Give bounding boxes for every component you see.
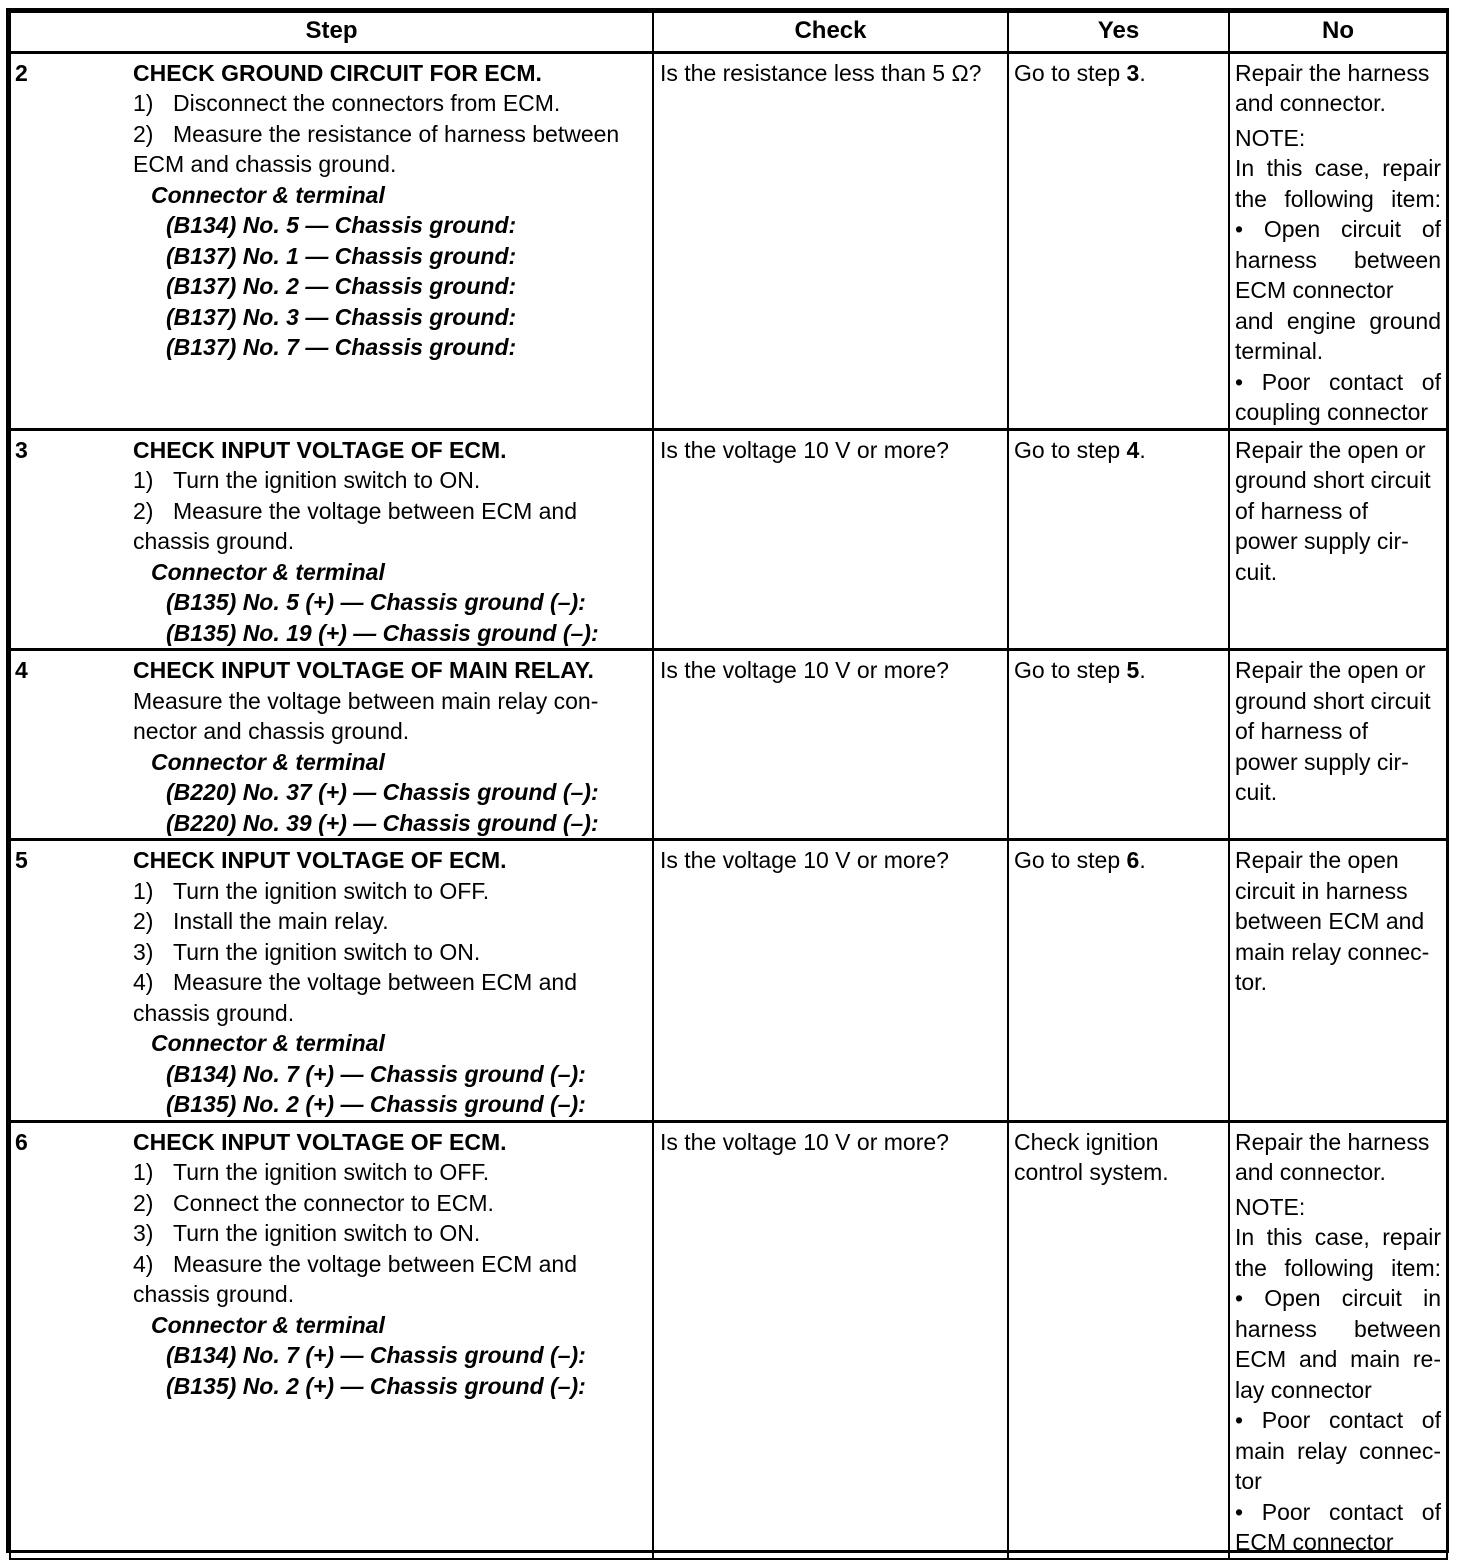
procedure-number: 2) (133, 1189, 154, 1216)
no-line: • Open circuit of (1235, 216, 1441, 242)
no-line: Repair the open or (1235, 657, 1426, 683)
procedure-number: 1) (133, 90, 154, 116)
no-line: harness between (1235, 246, 1441, 273)
yes-prefix: Go to step (1014, 657, 1127, 683)
procedure-text: Turn the ignition switch to OFF. (173, 877, 490, 904)
no-note-label: NOTE: (1235, 1193, 1306, 1220)
connector-terminal-item: (B135) No. 5 (+) — Chassis ground (–): (166, 589, 586, 615)
yes-action (1014, 655, 1224, 686)
no-line: tor. (1235, 969, 1267, 995)
header-step: Step (10, 12, 653, 52)
check-cell (653, 52, 1008, 429)
step-number: 4 (15, 657, 28, 683)
connector-terminal-item: (B135) No. 2 (+) — Chassis ground (–): (166, 1091, 586, 1117)
no-cell (1229, 429, 1447, 650)
no-line: harness between (1235, 1315, 1441, 1342)
check-question: Is the voltage 10 V or more? (660, 847, 949, 873)
no-line: In this case, repair (1235, 1224, 1441, 1250)
no-line: lay connector (1235, 1376, 1372, 1403)
yes-cell (1008, 52, 1229, 429)
procedure-text: Disconnect the connectors from ECM. (173, 90, 561, 116)
no-line: circuit in harness (1235, 877, 1408, 904)
procedure-line (133, 496, 648, 527)
procedure-number: 2) (133, 908, 154, 934)
connector-terminal-heading: Connector & terminal (151, 1030, 385, 1056)
step-number: 5 (15, 847, 28, 873)
no-line: ECM connector (1235, 277, 1394, 303)
no-line: terminal. (1235, 338, 1324, 364)
check-question: Is the voltage 10 V or more? (660, 1128, 949, 1155)
yes-cell (1008, 429, 1229, 650)
procedure-continuation: chassis ground. (133, 1281, 295, 1307)
yes-step-number: 3 (1126, 59, 1140, 86)
connector-terminal-heading: Connector & terminal (151, 181, 385, 208)
table-row (10, 1121, 1447, 1559)
procedure-line (133, 876, 648, 907)
step-number: 6 (15, 1128, 28, 1155)
step-number: 3 (15, 436, 28, 463)
step-cell (10, 52, 653, 429)
diagnostic-table-sheet (6, 8, 1449, 1553)
procedure-text: Install the main relay. (173, 908, 389, 934)
header-no: No (1229, 12, 1447, 52)
table-row (10, 52, 1447, 429)
no-line: In this case, repair (1235, 155, 1441, 181)
yes-action (1014, 435, 1224, 466)
no-cell (1229, 52, 1447, 429)
check-question: Is the voltage 10 V or more? (660, 657, 949, 683)
procedure-line (133, 937, 648, 968)
no-line: power supply cir- (1235, 528, 1409, 554)
connector-terminal-item: (B137) No. 2 — Chassis ground: (166, 273, 517, 299)
procedure-number: 4) (133, 1250, 154, 1277)
check-cell (653, 1121, 1008, 1559)
procedure-text: Measure the resistance of harness between (173, 120, 620, 147)
procedure-line (133, 1218, 648, 1249)
procedure-text: Turn the ignition switch to ON. (173, 1220, 481, 1246)
procedure-text: nector and chassis ground. (133, 718, 410, 744)
no-line: • Open circuit in (1235, 1285, 1441, 1311)
step-number: 2 (15, 59, 28, 86)
procedure-number: 1) (133, 467, 154, 493)
no-cell (1229, 840, 1447, 1122)
procedure-line (133, 906, 648, 937)
procedure-line (133, 967, 648, 998)
procedure-text: Measure the voltage between ECM and (173, 497, 578, 524)
connector-terminal-item: (B220) No. 37 (+) — Chassis ground (–): (166, 779, 599, 805)
procedure-line (133, 88, 648, 119)
procedure-number: 1) (133, 1159, 154, 1185)
yes-prefix: Go to step (1014, 59, 1127, 86)
table-row (10, 429, 1447, 650)
yes-action (1014, 845, 1224, 876)
no-action: Repair the harness and connector. (1235, 1128, 1430, 1185)
yes-prefix: Go to step (1014, 847, 1127, 873)
yes-step-number: 4 (1126, 436, 1140, 463)
step-body (133, 1127, 648, 1402)
procedure-continuation: ECM and chassis ground. (133, 151, 397, 177)
no-line: the following item: (1235, 1254, 1441, 1281)
no-line: ECM and main re- (1235, 1346, 1441, 1372)
yes-suffix: . (1139, 59, 1146, 86)
step-body (133, 58, 648, 363)
no-cell (1229, 650, 1447, 840)
no-line: • Poor contact of (1235, 1407, 1441, 1433)
header-row (10, 12, 1447, 52)
procedure-number: 3) (133, 938, 154, 965)
no-line: of harness of (1235, 497, 1368, 524)
yes-suffix: . (1139, 436, 1146, 463)
no-line: Repair the open or (1235, 436, 1426, 463)
connector-terminal-item: (B134) No. 7 (+) — Chassis ground (–): (166, 1060, 586, 1087)
procedure-text: Turn the ignition switch to OFF. (173, 1159, 490, 1185)
check-question: Is the resistance less than 5 Ω? (660, 59, 982, 86)
connector-terminal-heading: Connector & terminal (151, 558, 385, 585)
connector-terminal-item: (B137) No. 7 — Chassis ground: (166, 334, 517, 360)
yes-cell (1008, 1121, 1229, 1559)
connector-terminal-item: (B134) No. 7 (+) — Chassis ground (–): (166, 1342, 586, 1368)
no-line: ground short circuit (1235, 467, 1431, 493)
procedure-text: Turn the ignition switch to ON. (173, 938, 481, 965)
no-line: • Poor contact of (1235, 368, 1441, 395)
yes-cell (1008, 650, 1229, 840)
yes-cell (1008, 840, 1229, 1122)
no-line: tor (1235, 1468, 1262, 1494)
step-title: CHECK INPUT VOLTAGE OF ECM. (133, 436, 507, 463)
check-cell (653, 840, 1008, 1122)
connector-terminal-item: (B220) No. 39 (+) — Chassis ground (–): (166, 809, 599, 836)
procedure-number: 4) (133, 969, 154, 995)
no-line: ECM connector (1235, 1529, 1394, 1555)
no-line: of harness of (1235, 718, 1368, 744)
no-line: main relay connec- (1235, 1437, 1441, 1464)
procedure-continuation: chassis ground. (133, 528, 295, 554)
connector-terminal-item: (B135) No. 2 (+) — Chassis ground (–): (166, 1372, 586, 1399)
yes-suffix: . (1139, 847, 1146, 873)
connector-terminal-item: (B135) No. 19 (+) — Chassis ground (–): (166, 619, 599, 646)
no-line: cuit. (1235, 779, 1278, 805)
procedure-text: Turn the ignition switch to ON. (173, 467, 481, 493)
header-yes: Yes (1008, 12, 1229, 52)
procedure-number: 2) (133, 120, 154, 147)
check-cell (653, 429, 1008, 650)
yes-action: Check ignition control system. (1014, 1128, 1169, 1185)
connector-terminal-heading: Connector & terminal (151, 1311, 385, 1338)
connector-terminal-item: (B134) No. 5 — Chassis ground: (166, 212, 517, 238)
step-body (133, 845, 648, 1120)
no-line: ground short circuit (1235, 687, 1431, 714)
no-line: main relay connec- (1235, 938, 1430, 965)
procedure-number: 1) (133, 877, 154, 904)
no-cell (1229, 1121, 1447, 1559)
no-line: the following item: (1235, 185, 1441, 212)
step-title: CHECK GROUND CIRCUIT FOR ECM. (133, 59, 542, 86)
no-action: Repair the harness and connector. (1235, 59, 1430, 116)
no-line: coupling connector (1235, 399, 1429, 425)
check-question: Is the voltage 10 V or more? (660, 436, 949, 463)
step-title: CHECK INPUT VOLTAGE OF MAIN RELAY. (133, 657, 594, 683)
step-title: CHECK INPUT VOLTAGE OF ECM. (133, 1128, 507, 1155)
connector-terminal-heading: Connector & terminal (151, 748, 385, 775)
procedure-text: Measure the voltage between main relay con- (133, 687, 599, 714)
procedure-line (133, 1157, 648, 1188)
connector-terminal-item: (B137) No. 1 — Chassis ground: (166, 242, 517, 269)
yes-prefix: Go to step (1014, 436, 1127, 463)
no-line: and engine ground (1235, 307, 1441, 334)
diagnostic-table (9, 11, 1448, 1560)
procedure-line (133, 1249, 648, 1280)
step-cell (10, 1121, 653, 1559)
no-line: Repair the open (1235, 847, 1399, 873)
no-line: power supply cir- (1235, 748, 1409, 775)
table-row (10, 840, 1447, 1122)
procedure-line (133, 119, 648, 150)
procedure-number: 2) (133, 497, 154, 524)
step-title: CHECK INPUT VOLTAGE OF ECM. (133, 847, 507, 873)
no-line: between ECM and (1235, 908, 1425, 934)
step-cell (10, 429, 653, 650)
yes-step-number: 5 (1126, 657, 1140, 683)
step-body (133, 655, 648, 838)
procedure-number: 3) (133, 1220, 154, 1246)
yes-step-number: 6 (1126, 847, 1140, 873)
procedure-line (133, 465, 648, 496)
no-line: cuit. (1235, 558, 1278, 585)
procedure-line (133, 1188, 648, 1219)
check-cell (653, 650, 1008, 840)
procedure-text: Measure the voltage between ECM and (173, 1250, 578, 1277)
no-line: • Poor contact of (1235, 1498, 1441, 1525)
step-cell (10, 840, 653, 1122)
header-check: Check (653, 12, 1008, 52)
table-row (10, 650, 1447, 840)
no-note-label: NOTE: (1235, 124, 1306, 151)
procedure-continuation: chassis ground. (133, 999, 295, 1026)
step-cell (10, 650, 653, 840)
yes-action (1014, 58, 1224, 89)
step-body (133, 435, 648, 649)
procedure-text: Measure the voltage between ECM and (173, 969, 578, 995)
yes-suffix: . (1139, 657, 1146, 683)
procedure-text: Connect the connector to ECM. (173, 1189, 494, 1216)
connector-terminal-item: (B137) No. 3 — Chassis ground: (166, 303, 517, 330)
